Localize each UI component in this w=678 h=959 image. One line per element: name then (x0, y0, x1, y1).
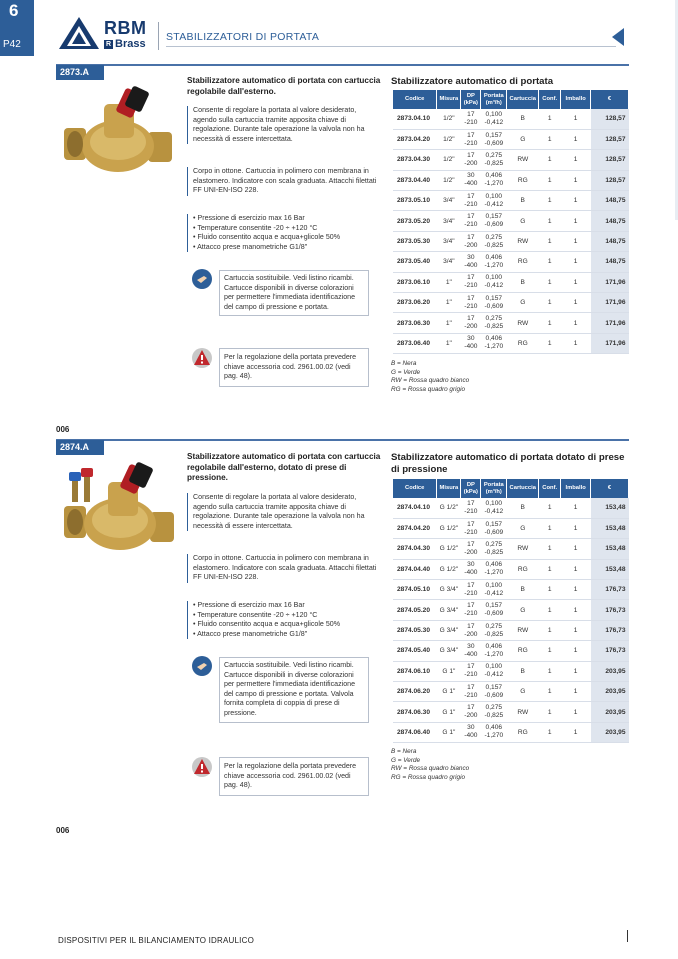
cell-dp: 17 -210 (461, 129, 481, 149)
cell-portata: 0,406 -1,270 (481, 333, 507, 353)
cell-conf: 1 (539, 252, 561, 272)
cell-codice: 2874.05.10 (393, 580, 437, 600)
cell-dp: 17 -210 (461, 498, 481, 518)
cell-imballo: 1 (561, 109, 591, 129)
cell-cartuccia: RG (507, 252, 539, 272)
cell-price: 128,57 (591, 170, 629, 190)
cell-price: 148,75 (591, 191, 629, 211)
cell-imballo: 1 (561, 518, 591, 538)
feature-item: • Temperature consentite -20 ÷ +120 °C (193, 224, 377, 234)
cell-imballo: 1 (561, 191, 591, 211)
cell-portata: 0,275 -0,825 (481, 702, 507, 722)
col-codice: Codice (393, 479, 437, 498)
cell-dp: 30 -400 (461, 559, 481, 579)
section-rule (56, 439, 629, 441)
cell-conf: 1 (539, 129, 561, 149)
cell-dp: 17 -210 (461, 191, 481, 211)
price-table-2874 (393, 479, 629, 743)
product-specs: Corpo in ottone. Cartuccia in polimero con membrana in elastomero. Indicatore con scala graduata. Attacchi filettati FF UNI-EN-ISO 228. (187, 554, 377, 583)
cell-portata: 0,406 -1,270 (481, 641, 507, 661)
cell-price: 203,95 (591, 702, 629, 722)
table-body (393, 498, 629, 743)
table-row (393, 293, 629, 313)
cell-misura: 1/2" (437, 109, 461, 129)
cell-dp: 30 -400 (461, 252, 481, 272)
cell-price: 171,96 (591, 333, 629, 353)
cell-codice: 2874.04.30 (393, 539, 437, 559)
cell-imballo: 1 (561, 313, 591, 333)
price-table-2873 (393, 90, 629, 354)
feature-list (187, 601, 377, 639)
legend (391, 748, 469, 782)
col-dp: DP (kPa) (461, 90, 481, 109)
cell-codice: 2874.06.40 (393, 722, 437, 742)
cell-price: 128,57 (591, 129, 629, 149)
legend (391, 360, 469, 394)
cartridge-note: Cartuccia sostituibile. Vedi listino ricambi. Cartucce disponibili in diverse colorazioni per permettere l'immediata identificazione del campo di pressione e portata. Valvola fornita completa di coppia di prese di pressione. (219, 657, 369, 723)
col-cartuccia: Cartuccia (507, 90, 539, 109)
cell-dp: 17 -200 (461, 150, 481, 170)
header-divider (158, 22, 159, 50)
section-code: 006 (56, 425, 70, 434)
table-row (393, 641, 629, 661)
col-price: € (591, 90, 629, 109)
cell-imballo: 1 (561, 620, 591, 640)
cell-imballo: 1 (561, 580, 591, 600)
warning-note: Per la regolazione della portata prevedere chiave accessoria cod. 2961.00.02 (vedi pag. 48). (219, 757, 369, 796)
cell-conf: 1 (539, 661, 561, 681)
cell-cartuccia: RW (507, 702, 539, 722)
cell-misura: G 1/2" (437, 518, 461, 538)
rbm-logo (58, 16, 158, 56)
table-row (393, 333, 629, 353)
section-rule (56, 64, 629, 66)
cell-misura: G 3/4" (437, 641, 461, 661)
product-description: Consente di regolare la portata al valore desiderato, agendo sulla cartuccia tramite apposita chiave di regolazione. Durante tale operazione la valvola non ha necessità di essere intercettata. (187, 106, 377, 144)
cell-codice: 2874.04.10 (393, 498, 437, 518)
cell-imballo: 1 (561, 600, 591, 620)
cell-misura: G 1" (437, 722, 461, 742)
cell-portata: 0,406 -1,270 (481, 170, 507, 190)
cell-misura: 1" (437, 333, 461, 353)
footer-mark (627, 930, 628, 942)
warning-icon (191, 347, 213, 369)
cell-dp: 17 -200 (461, 702, 481, 722)
cell-portata: 0,157 -0,609 (481, 682, 507, 702)
product-specs: Corpo in ottone. Cartuccia in polimero con membrana in elastomero. Indicatore con scala graduata. Attacchi filettati FF UNI-EN-ISO 228. (187, 167, 377, 196)
col-conf: Conf. (539, 90, 561, 109)
section-code: 006 (56, 826, 70, 835)
cell-cartuccia: RG (507, 333, 539, 353)
cell-portata: 0,275 -0,825 (481, 150, 507, 170)
table-row (393, 620, 629, 640)
col-portata: Portata (m³/h) (481, 90, 507, 109)
cell-imballo: 1 (561, 211, 591, 231)
table-row (393, 191, 629, 211)
brand-sub: R Brass (105, 38, 146, 50)
table-header-row (393, 479, 629, 498)
cell-misura: G 1" (437, 661, 461, 681)
cell-price: 203,95 (591, 722, 629, 742)
cell-price: 153,48 (591, 518, 629, 538)
cell-price: 153,48 (591, 539, 629, 559)
product-title: Stabilizzatore automatico di portata con cartuccia regolabile dall'esterno, dotato di prese di pressione. (187, 452, 381, 482)
legend-item: G = Verde (391, 756, 421, 764)
section-tag: 2874.A (56, 440, 104, 455)
cell-conf: 1 (539, 518, 561, 538)
info-hand-icon (191, 655, 213, 677)
col-conf: Conf. (539, 479, 561, 498)
col-portata: Portata (m³/h) (481, 479, 507, 498)
cell-dp: 17 -210 (461, 580, 481, 600)
cell-cartuccia: G (507, 518, 539, 538)
cell-dp: 17 -200 (461, 313, 481, 333)
legend-item: RG = Rossa quadro grigio (391, 773, 466, 781)
cell-cartuccia: G (507, 129, 539, 149)
cell-price: 128,57 (591, 109, 629, 129)
table-row (393, 170, 629, 190)
cell-conf: 1 (539, 272, 561, 292)
cell-conf: 1 (539, 702, 561, 722)
cell-misura: 3/4" (437, 211, 461, 231)
legend-item: G = Verde (391, 368, 421, 376)
cell-dp: 17 -200 (461, 539, 481, 559)
cell-cartuccia: RW (507, 539, 539, 559)
cell-conf: 1 (539, 539, 561, 559)
cell-portata: 0,100 -0,412 (481, 580, 507, 600)
warning-note: Per la regolazione della portata prevedere chiave accessoria cod. 2961.00.02 (vedi pag. 48). (219, 348, 369, 387)
col-price: € (591, 479, 629, 498)
cell-cartuccia: G (507, 293, 539, 313)
cell-misura: G 3/4" (437, 580, 461, 600)
cell-price: 203,95 (591, 661, 629, 681)
cell-portata: 0,275 -0,825 (481, 231, 507, 251)
cell-codice: 2873.05.40 (393, 252, 437, 272)
cell-codice: 2874.06.10 (393, 661, 437, 681)
cell-imballo: 1 (561, 722, 591, 742)
table-title: Stabilizzatore automatico di portata (391, 76, 554, 87)
col-imballo: Imballo (561, 479, 591, 498)
cell-imballo: 1 (561, 150, 591, 170)
cell-codice: 2873.06.10 (393, 272, 437, 292)
cell-cartuccia: RG (507, 559, 539, 579)
feature-item: • Attacco prese manometriche G1/8" (193, 243, 377, 253)
cell-cartuccia: B (507, 498, 539, 518)
cell-conf: 1 (539, 211, 561, 231)
col-dp: DP (kPa) (461, 479, 481, 498)
cell-dp: 17 -210 (461, 661, 481, 681)
col-misura: Misura (437, 90, 461, 109)
cell-misura: 3/4" (437, 191, 461, 211)
cell-price: 171,96 (591, 293, 629, 313)
cell-portata: 0,275 -0,825 (481, 313, 507, 333)
cell-misura: 1" (437, 313, 461, 333)
cell-cartuccia: B (507, 191, 539, 211)
table-row (393, 211, 629, 231)
cell-codice: 2874.05.40 (393, 641, 437, 661)
feature-item: • Pressione di esercizio max 16 Bar (193, 214, 377, 224)
table-row (393, 682, 629, 702)
cell-codice: 2873.05.20 (393, 211, 437, 231)
cell-misura: 1/2" (437, 170, 461, 190)
cell-conf: 1 (539, 580, 561, 600)
header-rule (166, 46, 616, 47)
cell-misura: G 1" (437, 682, 461, 702)
table-title: Stabilizzatore automatico di portata dotato di prese di pressione (391, 452, 625, 475)
cell-dp: 30 -400 (461, 333, 481, 353)
cell-price: 203,95 (591, 682, 629, 702)
cell-dp: 30 -400 (461, 722, 481, 742)
cell-portata: 0,157 -0,609 (481, 129, 507, 149)
cell-codice: 2874.06.20 (393, 682, 437, 702)
section-tag: 2873.A (56, 65, 104, 80)
table-row (393, 539, 629, 559)
cell-codice: 2873.04.10 (393, 109, 437, 129)
cell-conf: 1 (539, 620, 561, 640)
cell-dp: 30 -400 (461, 170, 481, 190)
cell-dp: 17 -210 (461, 518, 481, 538)
cell-conf: 1 (539, 333, 561, 353)
cell-misura: G 1/2" (437, 559, 461, 579)
cell-codice: 2873.04.20 (393, 129, 437, 149)
cell-conf: 1 (539, 498, 561, 518)
cell-misura: 3/4" (437, 252, 461, 272)
feature-item: • Attacco prese manometriche G1/8" (193, 630, 377, 640)
cell-imballo: 1 (561, 129, 591, 149)
cell-cartuccia: RG (507, 641, 539, 661)
cell-cartuccia: RG (507, 170, 539, 190)
cell-imballo: 1 (561, 231, 591, 251)
cell-imballo: 1 (561, 333, 591, 353)
feature-list (187, 214, 377, 252)
cartridge-note: Cartuccia sostituibile. Vedi listino ricambi. Cartucce disponibili in diverse colorazioni per permettere l'immediata identificazione del campo di pressione e portata. (219, 270, 369, 316)
logo-mark-icon (58, 16, 100, 50)
product-title: Stabilizzatore automatico di portata con cartuccia regolabile dall'esterno. (187, 76, 381, 96)
cell-misura: G 1/2" (437, 498, 461, 518)
cell-conf: 1 (539, 109, 561, 129)
chapter-number: 6 (9, 1, 19, 20)
cell-portata: 0,406 -1,270 (481, 559, 507, 579)
table-row (393, 498, 629, 518)
cell-codice: 2874.04.20 (393, 518, 437, 538)
cell-codice: 2873.06.40 (393, 333, 437, 353)
cell-price: 148,75 (591, 252, 629, 272)
section-title: STABILIZZATORI DI PORTATA (166, 31, 320, 43)
legend-item: RW = Rossa quadro bianco (391, 377, 470, 385)
feature-item: • Pressione di esercizio max 16 Bar (193, 601, 377, 611)
col-codice: Codice (393, 90, 437, 109)
cell-imballo: 1 (561, 661, 591, 681)
table-header-row (393, 90, 629, 109)
cell-price: 128,57 (591, 150, 629, 170)
cell-misura: G 3/4" (437, 620, 461, 640)
cell-imballo: 1 (561, 170, 591, 190)
legend-item: RG = Rossa quadro grigio (391, 385, 466, 393)
cell-dp: 17 -200 (461, 231, 481, 251)
col-imballo: Imballo (561, 90, 591, 109)
legend-item: RW = Rossa quadro bianco (391, 765, 470, 773)
cell-misura: 1/2" (437, 150, 461, 170)
cell-portata: 0,157 -0,609 (481, 211, 507, 231)
cell-imballo: 1 (561, 252, 591, 272)
cell-codice: 2873.06.20 (393, 293, 437, 313)
brand-name: RBM (104, 18, 147, 38)
feature-item: • Temperature consentite -20 ÷ +120 °C (193, 611, 377, 621)
cell-misura: G 1/2" (437, 539, 461, 559)
cell-conf: 1 (539, 682, 561, 702)
cell-conf: 1 (539, 313, 561, 333)
cell-dp: 17 -210 (461, 600, 481, 620)
table-row (393, 252, 629, 272)
cell-imballo: 1 (561, 539, 591, 559)
cell-dp: 30 -400 (461, 641, 481, 661)
legend-item: B = Nera (391, 748, 417, 755)
cell-conf: 1 (539, 600, 561, 620)
cell-cartuccia: G (507, 682, 539, 702)
cell-misura: 1/2" (437, 129, 461, 149)
col-cartuccia: Cartuccia (507, 479, 539, 498)
cell-portata: 0,157 -0,609 (481, 518, 507, 538)
cell-codice: 2873.04.30 (393, 150, 437, 170)
cell-conf: 1 (539, 191, 561, 211)
cell-conf: 1 (539, 293, 561, 313)
cell-codice: 2873.04.40 (393, 170, 437, 190)
cell-dp: 17 -210 (461, 211, 481, 231)
cell-portata: 0,100 -0,412 (481, 191, 507, 211)
table-body (393, 109, 629, 354)
footer-title: DISPOSITIVI PER IL BILANCIAMENTO IDRAULICO (58, 936, 254, 945)
cell-price: 153,48 (591, 498, 629, 518)
cell-price: 171,96 (591, 313, 629, 333)
chapter-badge (0, 0, 34, 56)
cell-dp: 17 -210 (461, 109, 481, 129)
col-misura: Misura (437, 479, 461, 498)
cell-cartuccia: G (507, 600, 539, 620)
feature-item: • Fluido consentito acqua e acqua+glicole 50% (193, 620, 377, 630)
cell-imballo: 1 (561, 682, 591, 702)
cell-portata: 0,406 -1,270 (481, 252, 507, 272)
cell-price: 176,73 (591, 600, 629, 620)
cell-codice: 2874.06.30 (393, 702, 437, 722)
cell-cartuccia: RW (507, 620, 539, 640)
cell-cartuccia: B (507, 580, 539, 600)
cell-codice: 2874.04.40 (393, 559, 437, 579)
cell-portata: 0,100 -0,412 (481, 661, 507, 681)
cell-cartuccia: B (507, 109, 539, 129)
table-row (393, 129, 629, 149)
cell-price: 176,73 (591, 580, 629, 600)
cell-cartuccia: RW (507, 313, 539, 333)
cell-codice: 2873.06.30 (393, 313, 437, 333)
cell-imballo: 1 (561, 641, 591, 661)
cell-cartuccia: B (507, 661, 539, 681)
cell-cartuccia: B (507, 272, 539, 292)
table-row (393, 150, 629, 170)
feature-item: • Fluido consentito acqua e acqua+glicole 50% (193, 233, 377, 243)
cell-cartuccia: RG (507, 722, 539, 742)
cell-codice: 2873.05.30 (393, 231, 437, 251)
table-row (393, 559, 629, 579)
table-row (393, 600, 629, 620)
valve-2874-image (58, 462, 184, 562)
table-row (393, 661, 629, 681)
cell-price: 176,73 (591, 620, 629, 640)
cell-price: 171,96 (591, 272, 629, 292)
cell-portata: 0,157 -0,609 (481, 600, 507, 620)
cell-codice: 2874.05.30 (393, 620, 437, 640)
cell-portata: 0,157 -0,609 (481, 293, 507, 313)
cell-price: 148,75 (591, 231, 629, 251)
cell-portata: 0,275 -0,825 (481, 539, 507, 559)
cell-conf: 1 (539, 559, 561, 579)
cell-imballo: 1 (561, 272, 591, 292)
cell-codice: 2874.05.20 (393, 600, 437, 620)
cell-portata: 0,100 -0,412 (481, 272, 507, 292)
cell-dp: 17 -200 (461, 620, 481, 640)
cell-price: 176,73 (591, 641, 629, 661)
table-row (393, 722, 629, 742)
table-row (393, 109, 629, 129)
cell-misura: G 1" (437, 702, 461, 722)
legend-item: B = Nera (391, 360, 417, 367)
cell-dp: 17 -210 (461, 272, 481, 292)
cell-conf: 1 (539, 641, 561, 661)
cell-price: 153,48 (591, 559, 629, 579)
cell-cartuccia: RW (507, 150, 539, 170)
cell-cartuccia: RW (507, 231, 539, 251)
cell-imballo: 1 (561, 293, 591, 313)
cell-misura: G 3/4" (437, 600, 461, 620)
cell-conf: 1 (539, 150, 561, 170)
cell-portata: 0,100 -0,412 (481, 109, 507, 129)
cell-portata: 0,100 -0,412 (481, 498, 507, 518)
table-row (393, 313, 629, 333)
page-number: P42 (3, 39, 21, 50)
cell-conf: 1 (539, 722, 561, 742)
table-row (393, 231, 629, 251)
cell-codice: 2873.05.10 (393, 191, 437, 211)
warning-icon (191, 756, 213, 778)
info-hand-icon (191, 268, 213, 290)
cell-cartuccia: G (507, 211, 539, 231)
cell-dp: 17 -210 (461, 682, 481, 702)
cell-misura: 3/4" (437, 231, 461, 251)
cell-imballo: 1 (561, 702, 591, 722)
table-row (393, 580, 629, 600)
valve-2873-image (58, 86, 184, 186)
cell-conf: 1 (539, 170, 561, 190)
cell-price: 148,75 (591, 211, 629, 231)
cell-portata: 0,406 -1,270 (481, 722, 507, 742)
page-nav-arrow-icon[interactable] (612, 28, 624, 46)
cell-misura: 1" (437, 293, 461, 313)
cell-imballo: 1 (561, 498, 591, 518)
cell-imballo: 1 (561, 559, 591, 579)
cell-dp: 17 -210 (461, 293, 481, 313)
product-description: Consente di regolare la portata al valore desiderato, agendo sulla cartuccia tramite apposita chiave di regolazione. Durante tale operazione la valvola non ha necessità di essere intercettata. (187, 493, 377, 531)
cell-portata: 0,275 -0,825 (481, 620, 507, 640)
table-row (393, 518, 629, 538)
cell-misura: 1" (437, 272, 461, 292)
table-row (393, 272, 629, 292)
cell-conf: 1 (539, 231, 561, 251)
table-row (393, 702, 629, 722)
